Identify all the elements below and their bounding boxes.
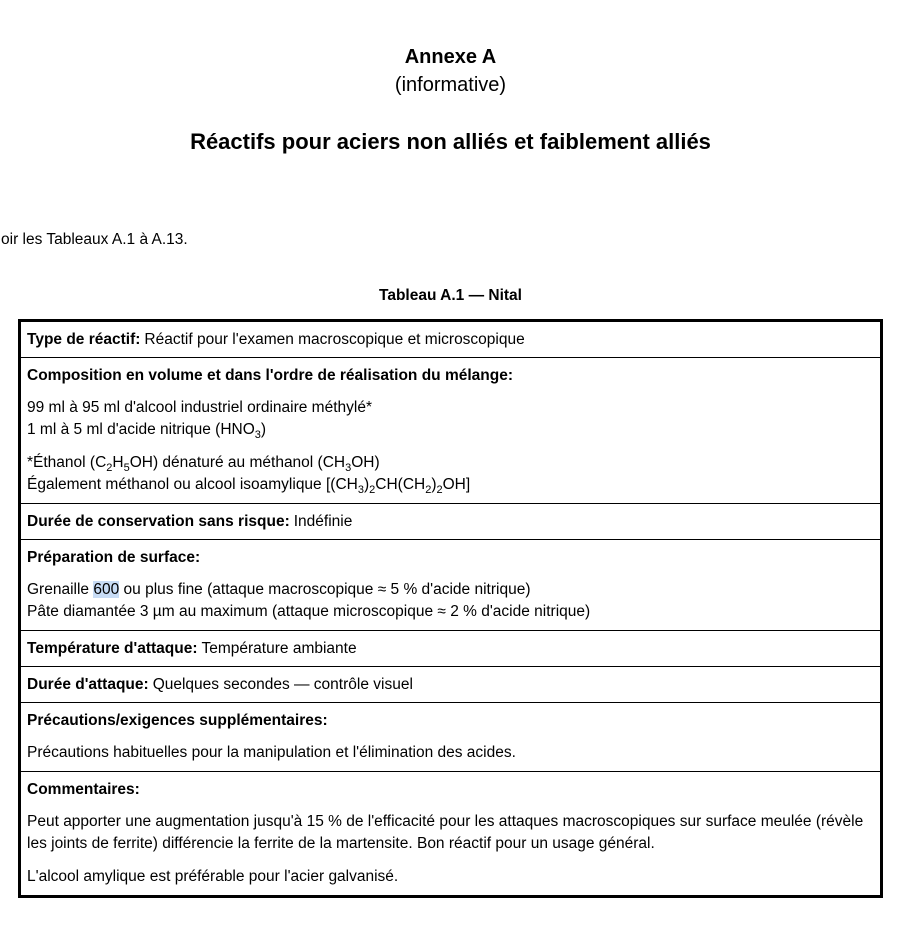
row-label: Durée de conservation sans risque: <box>27 513 290 530</box>
subscript: 3 <box>254 429 261 442</box>
text-segment: Peut apporter une augmentation jusqu'à 15 % de l'efficacité pour les attaques macroscopiques sur surface meulée (révèle les joints de ferrite) différencie la ferrite de la martensite. Bon réactif pour un usage général. <box>27 813 864 852</box>
text-segment: 99 ml à 95 ml d'alcool industriel ordinaire méthylé* <box>27 399 372 416</box>
section-header: Précautions/exigences supplémentaires: <box>27 712 328 729</box>
paragraph <box>27 397 874 441</box>
subscript: 5 <box>123 462 130 475</box>
text-segment: L'alcool amylique est préférable pour l'acier galvanisé. <box>27 868 399 885</box>
text-segment: OH] <box>442 476 471 493</box>
row-label: Température d'attaque: <box>27 640 198 657</box>
text-segment: ou plus fine (attaque macroscopique ≈ 5 % d'acide nitrique) <box>119 581 531 598</box>
text-line <box>27 452 874 474</box>
table-row <box>21 539 880 630</box>
table-row <box>21 771 880 895</box>
table-row <box>21 702 880 771</box>
subscript: 2 <box>436 484 443 497</box>
row-value: Température ambiante <box>201 640 357 657</box>
text-line <box>27 601 874 623</box>
section-header: Composition en volume et dans l'ordre de réalisation du mélange: <box>27 367 513 384</box>
subscript: 2 <box>369 484 376 497</box>
reagent-table <box>18 319 883 898</box>
text-segment: 1 ml à 5 ml d'acide nitrique (HNO <box>27 421 255 438</box>
text-segment: Également méthanol ou alcool isoamylique [(CH <box>27 476 358 493</box>
table-row <box>21 503 880 539</box>
paragraph <box>27 866 874 888</box>
text-segment: ) <box>363 476 370 493</box>
table-row <box>21 630 880 666</box>
table-caption: Tableau A.1 — Nital <box>379 287 522 304</box>
text-line <box>27 866 874 888</box>
table-row <box>21 666 880 702</box>
text-segment: ) <box>431 476 437 493</box>
paragraph <box>27 452 874 496</box>
paragraph <box>27 579 874 623</box>
section-header: Commentaires: <box>27 781 140 798</box>
table-row <box>21 322 880 357</box>
text-line <box>27 474 874 496</box>
text-line <box>27 419 874 441</box>
subscript: 3 <box>345 462 352 475</box>
text-segment: OH) dénaturé au méthanol (CH <box>129 454 346 471</box>
text-segment: Pâte diamantée 3 µm au maximum (attaque microscopique ≈ 2 % d'acide nitrique) <box>27 603 591 620</box>
row-label: Durée d'attaque: <box>27 676 149 693</box>
paragraph <box>27 742 874 764</box>
main-title: Réactifs pour aciers non alliés et faiblement alliés <box>190 129 711 154</box>
section-header: Préparation de surface: <box>27 549 201 566</box>
text-segment: *Éthanol (C <box>27 454 107 471</box>
text-line <box>27 811 874 855</box>
text-segment: OH) <box>351 454 380 471</box>
text-segment: ) <box>260 421 267 438</box>
text-line <box>27 579 874 601</box>
intro-text: oir les Tableaux A.1 à A.13. <box>1 231 188 248</box>
row-value: Indéfinie <box>293 513 353 530</box>
row-value: Quelques secondes — contrôle visuel <box>152 676 413 693</box>
text-segment: CH(CH <box>375 476 426 493</box>
text-segment: Précautions habituelles pour la manipulation et l'élimination des acides. <box>27 744 516 761</box>
subscript: 2 <box>425 484 432 497</box>
search-highlight: 600 <box>93 581 120 598</box>
subscript: 3 <box>357 484 364 497</box>
table-row <box>21 357 880 503</box>
text-segment: Grenaille <box>27 581 94 598</box>
paragraph <box>27 811 874 855</box>
row-value: Réactif pour l'examen macroscopique et microscopique <box>144 331 525 348</box>
text-line <box>27 397 874 419</box>
text-line <box>27 742 874 764</box>
text-segment: H <box>112 454 124 471</box>
subscript: 2 <box>106 462 113 475</box>
annex-title: Annexe A <box>404 46 497 68</box>
annex-subtitle: (informative) <box>394 74 507 96</box>
row-label: Type de réactif: <box>27 331 141 348</box>
